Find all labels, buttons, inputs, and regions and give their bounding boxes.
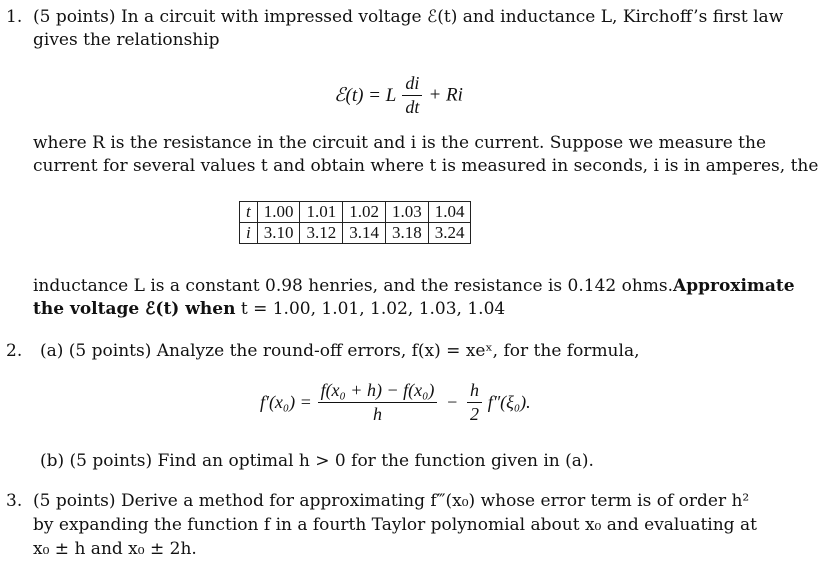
measurement-table [239, 201, 471, 244]
equation-rhs: + Ri [428, 84, 463, 106]
derivative-formula [260, 380, 531, 425]
table-cell: 3.12 [300, 223, 343, 244]
problem-2-number: 2. [6, 341, 23, 361]
table-cell: 3.14 [343, 223, 386, 244]
problem-1-para-line1: where R is the resistance in the circuit and i is the current. Suppose we measure the [33, 133, 767, 153]
table-row-t [240, 202, 471, 223]
equation-frac-denominator: dt [405, 97, 420, 117]
problem-2-part-a: (a) (5 points) Analyze the round-off errors, f(x) = xeˣ, for the formula, [40, 341, 640, 361]
formula-tail: f″(ξ₀). [487, 392, 531, 412]
formula-fraction-2 [467, 380, 482, 425]
table-cell: 1.02 [343, 202, 386, 223]
problem-3-number: 3. [6, 491, 23, 511]
table-cell: 1.03 [385, 202, 428, 223]
formula-fraction-1 [318, 380, 438, 425]
problem-1-line2: gives the relationship [33, 30, 220, 50]
problem-3-line3: x₀ ± h and x₀ ± 2h. [33, 539, 197, 559]
problem-1-closing-line1 [33, 275, 795, 297]
closing-line1-text: inductance L is a constant 0.98 henries, and the resistance is 0.142 ohms. [33, 276, 674, 296]
formula-frac2-denominator: 2 [469, 404, 479, 424]
kirchoff-equation [334, 73, 463, 118]
table-cell: 3.10 [257, 223, 300, 244]
formula-frac1-numerator: f(x₀ + h) − f(x₀) [318, 380, 438, 403]
table-cell: 3.18 [385, 223, 428, 244]
problem-3-line1: (5 points) Derive a method for approximating f‴(x₀) whose error term is of order h² [33, 491, 750, 511]
table-label-i: i [240, 223, 258, 244]
formula-frac2-numerator: h [467, 380, 482, 403]
closing-line2-text: t = 1.00, 1.01, 1.02, 1.03, 1.04 [240, 299, 506, 319]
problem-3-line2: by expanding the function f in a fourth Taylor polynomial about x₀ and evaluating at [33, 515, 757, 535]
table-label-t: t [240, 202, 258, 223]
equation-lhs: ℰ(t) = L [334, 85, 397, 106]
table-row-i [240, 223, 471, 244]
formula-minus: − [447, 392, 458, 412]
problem-1-closing-line2 [33, 298, 505, 320]
problem-2-part-b: (b) (5 points) Find an optimal h > 0 for the function given in (a). [40, 451, 594, 471]
table-cell: 1.01 [300, 202, 343, 223]
table-cell: 1.04 [428, 202, 471, 223]
formula-lhs: f′(x₀) = [260, 392, 312, 412]
problem-1-para-line2: current for several values t and obtain where t is measured in seconds, i is in amperes, the [33, 156, 819, 176]
table-cell: 1.00 [257, 202, 300, 223]
formula-frac1-denominator: h [372, 404, 382, 424]
equation-frac-numerator: di [402, 73, 422, 96]
problem-1-number: 1. [6, 7, 23, 27]
closing-line2-bold: the voltage ℰ(t) when [33, 299, 236, 319]
problem-1-line1: (5 points) In a circuit with impressed voltage ℰ(t) and inductance L, Kirchoff’s first law [33, 7, 784, 27]
equation-fraction [402, 73, 422, 118]
table-cell: 3.24 [428, 223, 471, 244]
closing-line1-bold: Approximate [673, 276, 795, 296]
